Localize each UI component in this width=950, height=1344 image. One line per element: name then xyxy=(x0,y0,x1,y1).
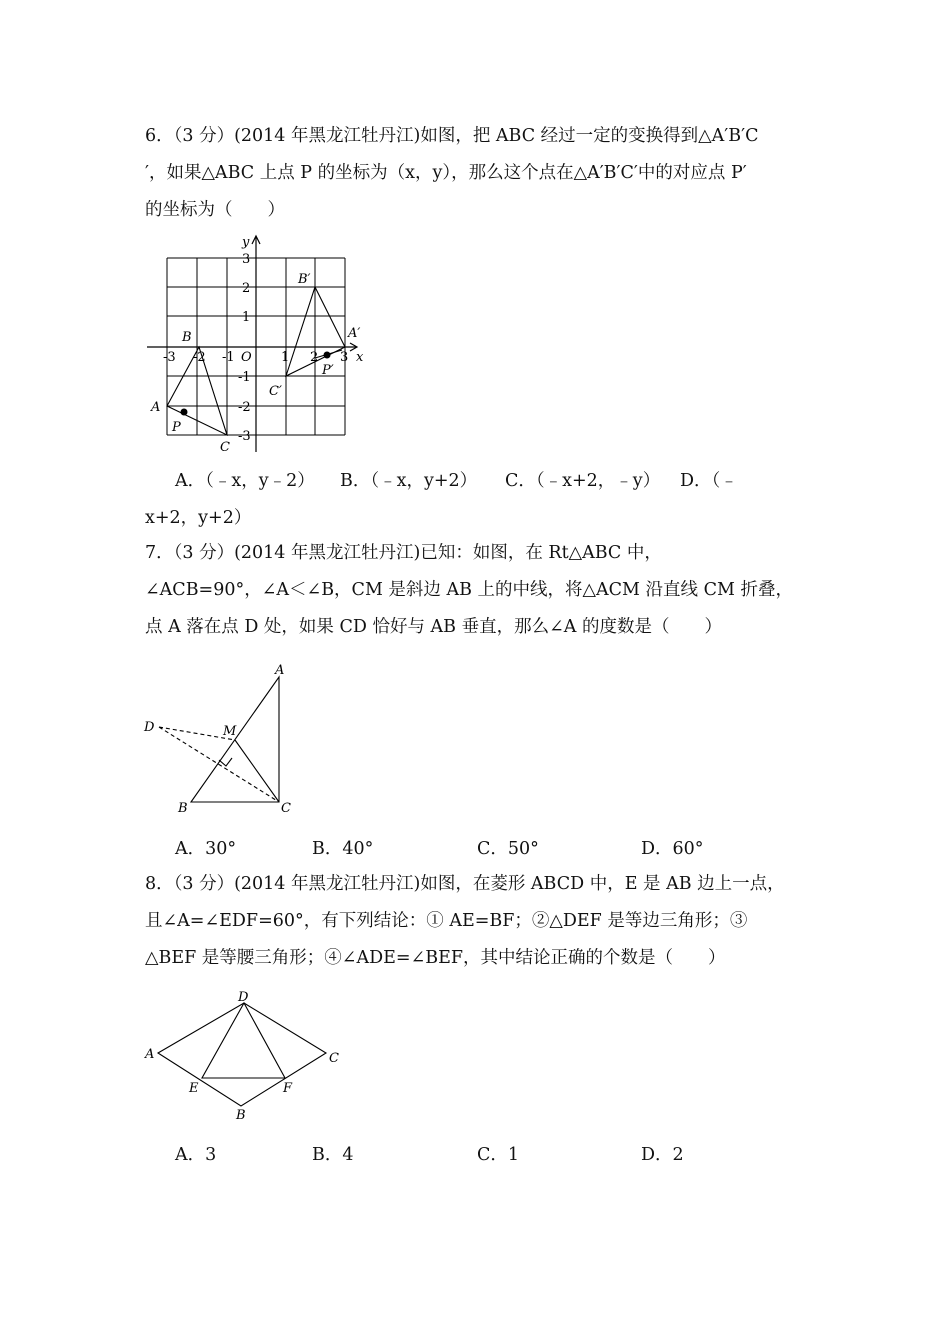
q8-label-e: E xyxy=(189,1081,199,1096)
q6-axis-x-label: x xyxy=(356,350,364,365)
q8-line-2: 且∠A=∠EDF=60°，有下列结论：① AE=BF；②△DEF 是等边三角形；③ xyxy=(145,911,748,931)
q8-option-a[interactable]: A．3 xyxy=(175,1145,217,1165)
q7-line-2: ∠ACB=90°，∠A＜∠B，CM 是斜边 AB 上的中线，将△ACM 沿直线 CM 折叠， xyxy=(145,580,793,600)
q6-label-c-prime: C′ xyxy=(269,384,282,399)
q6-option-d-continued: x+2，y+2） xyxy=(145,508,252,528)
q6-tick-x: 3 xyxy=(340,350,349,365)
q6-label-p-prime: P′ xyxy=(322,363,334,378)
q6-origin-label: O xyxy=(241,350,252,365)
q6-option-a[interactable]: A．（﹣x，y﹣2） xyxy=(175,471,315,491)
q6-tick-y: -3 xyxy=(238,429,251,444)
q7-option-a[interactable]: A．30° xyxy=(175,839,237,859)
q6-tick-y: 1 xyxy=(242,310,251,325)
q6-option-b[interactable]: B．（﹣x，y+2） xyxy=(340,471,478,491)
q7-label-c: C xyxy=(281,801,291,816)
q6-line-3: 的坐标为（ ） xyxy=(145,200,285,220)
q6-tick-y: 2 xyxy=(242,281,251,296)
q6-tick-x: 2 xyxy=(310,350,319,365)
q6-coordinate-figure xyxy=(140,228,380,460)
q8-option-c[interactable]: C．1 xyxy=(477,1145,520,1165)
q8-line-1: 8．（3 分）(2014 年黑龙江牡丹江)如图，在菱形 ABCD 中，E 是 AB 边上一点， xyxy=(145,874,785,894)
q7-segment-dc xyxy=(159,727,279,802)
q8-label-f: F xyxy=(283,1081,293,1096)
q7-line-1: 7．（3 分）(2014 年黑龙江牡丹江)已知：如图，在 Rt△ABC 中， xyxy=(145,543,662,563)
q7-triangle-figure xyxy=(140,655,310,825)
q7-option-d[interactable]: D．60° xyxy=(641,839,704,859)
q7-option-c[interactable]: C．50° xyxy=(477,839,539,859)
q6-label-c: C xyxy=(220,440,230,455)
q6-tick-y: 3 xyxy=(242,252,251,267)
q8-line-3: △BEF 是等腰三角形；④∠ADE=∠BEF，其中结论正确的个数是（ ） xyxy=(145,948,726,968)
q6-line-2: ′，如果△ABC 上点 P 的坐标为（x，y），那么这个点在△A′B′C′中的对应点 P′ xyxy=(145,163,747,183)
q7-label-m: M xyxy=(223,724,237,739)
q6-axis-y-label: y xyxy=(242,235,250,250)
q8-label-c: C xyxy=(329,1051,339,1066)
q6-tick-y: -1 xyxy=(238,370,251,385)
q7-label-a: A xyxy=(275,663,285,678)
q8-rhombus-figure xyxy=(140,985,350,1125)
q7-median-cm xyxy=(235,740,279,802)
q8-label-b: B xyxy=(236,1108,246,1123)
q8-label-a: A xyxy=(145,1047,155,1062)
q6-line-1: 6．（3 分）(2014 年黑龙江牡丹江)如图，把 ABC 经过一定的变换得到△A′B′C xyxy=(145,126,759,146)
q8-rhombus-abcd xyxy=(158,1003,326,1106)
q6-label-b: B xyxy=(182,330,192,345)
q6-point-p-dot xyxy=(181,409,188,416)
q7-line-3: 点 A 落在点 D 处，如果 CD 恰好与 AB 垂直，那么∠A 的度数是（ ） xyxy=(145,617,722,637)
q8-label-d: D xyxy=(238,990,249,1005)
q6-label-a-prime: A′ xyxy=(348,326,361,341)
q6-option-c[interactable]: C．（﹣x+2，﹣y） xyxy=(505,471,661,491)
q6-option-d[interactable]: D．（﹣ xyxy=(680,471,738,491)
q7-option-b[interactable]: B．40° xyxy=(312,839,374,859)
q8-option-b[interactable]: B．4 xyxy=(312,1145,354,1165)
q6-tick-x: -1 xyxy=(222,350,235,365)
q8-option-d[interactable]: D．2 xyxy=(641,1145,684,1165)
q7-label-d: D xyxy=(144,720,155,735)
q6-label-p: P xyxy=(172,420,181,435)
q6-label-b-prime: B′ xyxy=(298,272,311,287)
q6-tick-x: 1 xyxy=(281,350,290,365)
q6-label-a: A xyxy=(151,400,161,415)
q6-tick-y: -2 xyxy=(238,400,251,415)
q7-label-b: B xyxy=(178,801,188,816)
q6-tick-x: -3 xyxy=(163,350,176,365)
q6-tick-x: -2 xyxy=(193,350,206,365)
q8-triangle-def xyxy=(202,1003,285,1078)
